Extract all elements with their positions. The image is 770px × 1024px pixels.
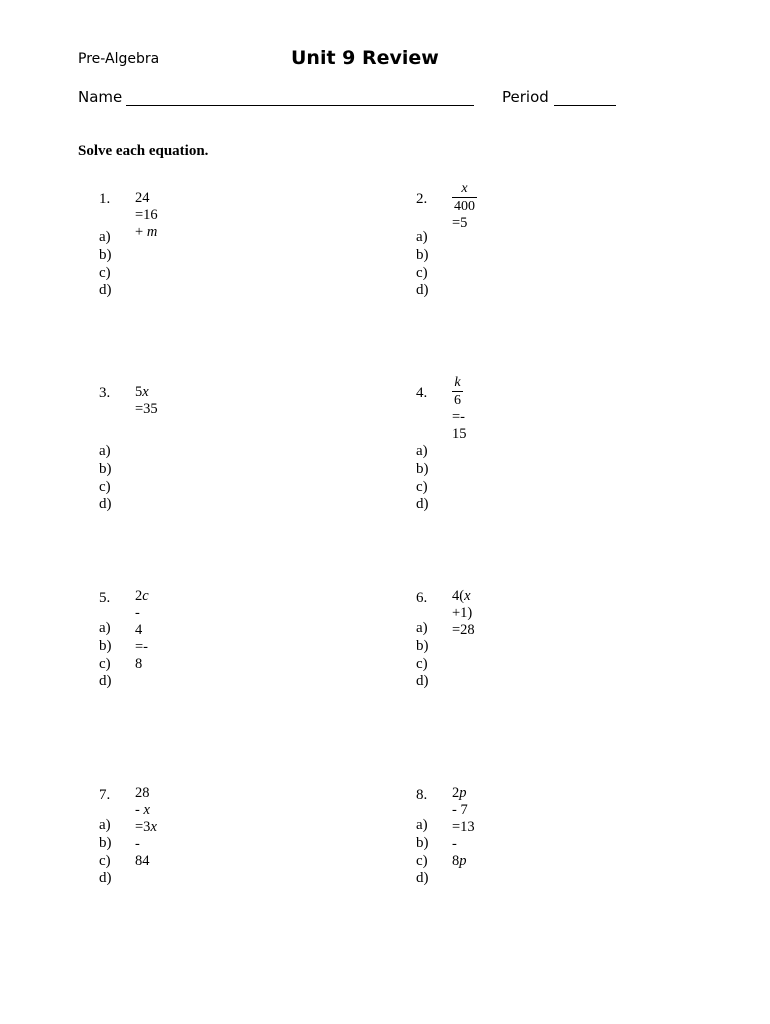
denominator: 6	[454, 393, 461, 408]
choice-label: a)	[416, 443, 428, 459]
choice-label: d)	[99, 496, 112, 513]
problem-number: 7.	[99, 787, 111, 803]
equation-rhs: =- 15	[452, 409, 467, 442]
answer-choices	[99, 620, 112, 691]
name-blank-line	[126, 105, 474, 106]
choice-label: c)	[99, 264, 111, 281]
problem-number: 8.	[416, 787, 428, 803]
choice-label: b)	[416, 246, 429, 263]
instructions: Solve each equation.	[78, 143, 209, 159]
name-label: Name	[78, 88, 123, 106]
choice-label: c)	[416, 655, 428, 672]
choice-label: b)	[99, 637, 112, 654]
choice-label: c)	[416, 852, 428, 869]
choice-label: a)	[416, 620, 428, 636]
problem-number: 2.	[416, 191, 428, 207]
answer-choices	[416, 229, 429, 300]
choice-label: d)	[99, 673, 112, 690]
period-blank-line	[554, 105, 616, 106]
problem-number: 5.	[99, 590, 111, 606]
problem-number: 4.	[416, 385, 428, 401]
choice-label: b)	[416, 637, 429, 654]
numerator: x	[461, 181, 468, 196]
answer-choices	[416, 443, 429, 514]
choice-label: b)	[99, 246, 112, 263]
choice-label: c)	[416, 478, 428, 495]
choice-label: b)	[99, 834, 112, 851]
problem-number: 3.	[99, 385, 111, 401]
answer-choices	[416, 817, 429, 888]
fraction	[452, 181, 477, 215]
equation: 4(x +1) =28	[452, 588, 475, 638]
choice-label: c)	[416, 264, 428, 281]
choice-label: a)	[99, 229, 111, 245]
choice-label: a)	[416, 229, 428, 245]
equation: 2c - 4 =- 8	[135, 588, 149, 672]
equation: 5x =35	[135, 384, 158, 417]
choice-label: b)	[416, 834, 429, 851]
problem-number: 6.	[416, 590, 428, 606]
equation: 24 =16 + m	[135, 190, 158, 240]
choice-label: a)	[99, 443, 111, 459]
choice-label: d)	[416, 282, 429, 299]
equation	[452, 375, 467, 443]
choice-label: a)	[99, 817, 111, 833]
denominator: 400	[454, 199, 475, 214]
equation	[452, 181, 477, 232]
choice-label: c)	[99, 655, 111, 672]
page-title: Unit 9 Review	[291, 47, 439, 69]
choice-label: d)	[416, 870, 429, 887]
choice-label: c)	[99, 478, 111, 495]
fraction	[452, 375, 463, 409]
numerator: k	[454, 375, 461, 390]
choice-label: a)	[99, 620, 111, 636]
choice-label: d)	[416, 496, 429, 513]
choice-label: d)	[99, 282, 112, 299]
choice-label: c)	[99, 852, 111, 869]
choice-label: d)	[416, 673, 429, 690]
equation: 28 - x =3x - 84	[135, 785, 157, 869]
answer-choices	[416, 620, 429, 691]
period-label: Period	[502, 88, 549, 106]
answer-choices	[99, 443, 112, 514]
answer-choices	[99, 229, 112, 300]
choice-label: d)	[99, 870, 112, 887]
equation-rhs: =5	[452, 215, 468, 231]
choice-label: b)	[99, 460, 112, 477]
choice-label: b)	[416, 460, 429, 477]
equation: 2p - 7 =13 - 8p	[452, 785, 475, 869]
course-name: Pre-Algebra	[78, 51, 160, 67]
choice-label: a)	[416, 817, 428, 833]
answer-choices	[99, 817, 112, 888]
problem-number: 1.	[99, 191, 111, 207]
